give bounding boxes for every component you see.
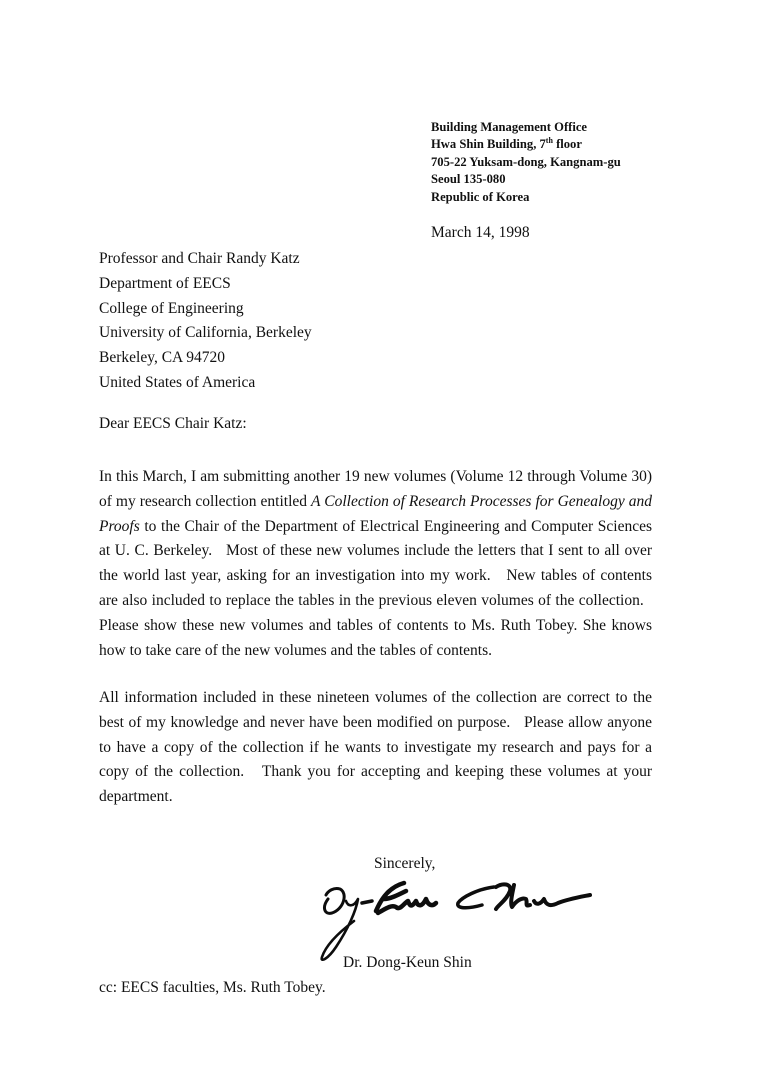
signature-stroke [362, 901, 372, 903]
closing: Sincerely, [374, 855, 436, 872]
sender-line: Hwa Shin Building, 7th floor [431, 136, 582, 152]
salutation: Dear EECS Chair Katz: [99, 415, 247, 432]
floor-superscript: th [545, 136, 553, 146]
recipient-address [99, 247, 312, 396]
sender-line: Seoul 135-080 [431, 172, 506, 187]
sender-address [431, 119, 621, 206]
sender-line: Republic of Korea [431, 189, 530, 204]
signature-stroke [458, 887, 494, 908]
body-paragraph-1: In this March, I am submitting another 19 new volumes (Volume 12 through Volume 30) of my research collection entitled A Collection of Research Processes for Genealogy and Proofs to the Chair of the Department of Electrical Engineering and Computer Sciences at U. C. Berkeley. Most of these new volumes include the letters that I sent to all over the world last year, asking for an investigation into my work. New tables of contents are also included to replace the tables in the previous eleven volumes of the collection. Please show these new volumes and tables of contents to Ms. Ruth Tobey. She knows how to take care of the new volumes and the tables of contents. [99, 468, 652, 659]
recipient-line: Berkeley, CA 94720 [99, 349, 225, 367]
recipient-line: University of California, Berkeley [99, 324, 312, 342]
recipient-line: Professor and Chair Randy Katz [99, 250, 300, 267]
body-paragraph-2: All information included in these nineteen volumes of the collection are correct to the best of my knowledge and never have been modified on purpose. Please allow anyone to have a copy of the collection if he wants to investigate my research and pays for a copy of the collection. Thank you for accepting and keeping these volumes at your department. [99, 689, 652, 806]
sender-line: Building Management Office [431, 120, 588, 134]
signature-stroke [496, 884, 590, 909]
signer-name: Dr. Dong-Keun Shin [343, 954, 472, 971]
signature-stroke [325, 888, 345, 913]
cc-line: cc: EECS faculties, Ms. Ruth Tobey. [99, 979, 326, 996]
collection-title: A Collection of Research Processes for Genealogy and Proofs [99, 492, 652, 535]
recipient-line: College of Engineering [99, 299, 244, 317]
sender-line: 705-22 Yuksam-dong, Kangnam-gu [431, 154, 621, 169]
signature-stroke [376, 883, 436, 913]
recipient-line: United States of America [99, 373, 256, 391]
letter-date: March 14, 1998 [431, 224, 530, 241]
recipient-line: Department of EECS [99, 274, 231, 292]
